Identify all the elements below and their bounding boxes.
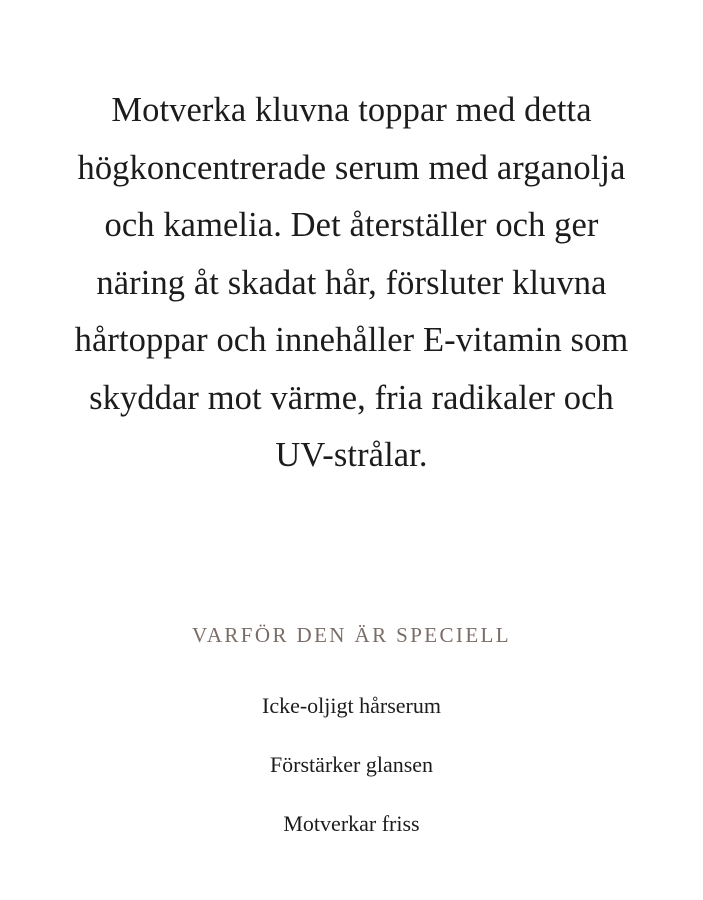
feature-item: Förstärker glansen: [269, 752, 434, 777]
feature-item: Motverkar friss: [283, 811, 420, 836]
feature-item: Icke-oljigt hårserum: [262, 693, 441, 718]
product-description: Motverka kluvna toppar med detta högkoncentrerade serum med arganolja och kamelia. Det återställer och ger näring åt skadat hår, försluter kluvna hårtoppar och innehåller E-vitamin som skyddar mot värme, fria radikaler och UV-strålar.: [74, 91, 629, 474]
feature-list: [0, 690, 703, 867]
section-heading: VARFÖR DEN ÄR SPECIELL: [191, 623, 512, 647]
